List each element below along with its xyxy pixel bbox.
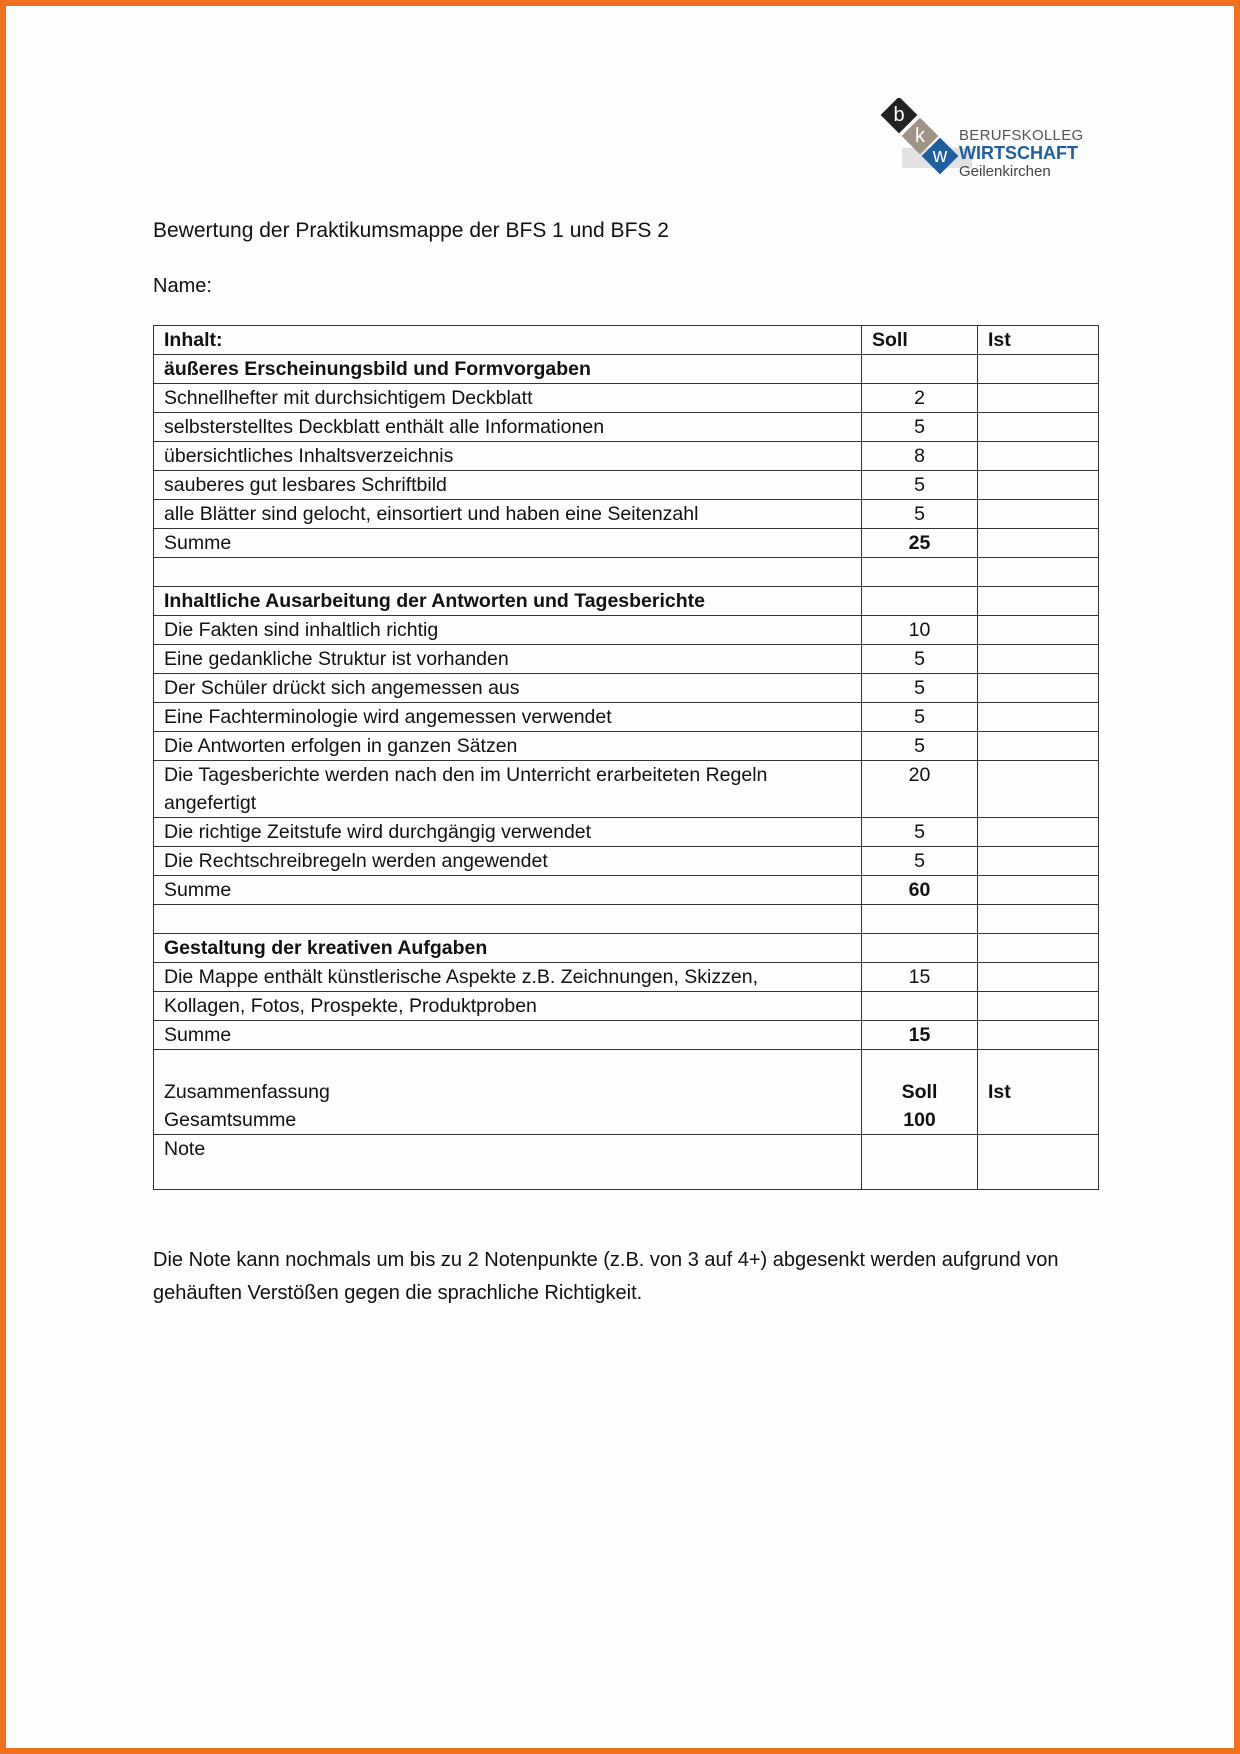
sum-label: Summe [154, 1021, 862, 1050]
header-ist: Ist [978, 326, 1099, 355]
note-row [154, 1135, 1099, 1190]
total-label: Gesamtsumme [164, 1109, 297, 1131]
sum-value: 15 [862, 1021, 978, 1050]
total-soll-value: 100 [903, 1109, 936, 1131]
table-row [154, 616, 1099, 645]
criterion: alle Blätter sind gelocht, einsortiert und haben eine Seitenzahl [154, 500, 862, 529]
criterion: Die richtige Zeitstufe wird durchgängig verwendet [154, 818, 862, 847]
soll-cell [862, 934, 978, 963]
soll-value: 5 [862, 645, 978, 674]
summary-row [154, 1050, 1099, 1135]
sum-row [154, 529, 1099, 558]
ist-cell[interactable] [978, 674, 1099, 703]
section-heading: Gestaltung der kreativen Aufgaben [154, 934, 862, 963]
sum-value: 25 [862, 529, 978, 558]
sum-row [154, 876, 1099, 905]
ist-cell[interactable] [978, 876, 1099, 905]
soll-cell [862, 587, 978, 616]
criterion: Die Fakten sind inhaltlich richtig [154, 616, 862, 645]
school-name-line3: Geilenkirchen [959, 163, 1051, 180]
criterion: sauberes gut lesbares Schriftbild [154, 471, 862, 500]
criterion: selbsterstelltes Deckblatt enthält alle Informationen [154, 413, 862, 442]
section-heading-row [154, 934, 1099, 963]
ist-cell[interactable] [978, 703, 1099, 732]
sum-value: 60 [862, 876, 978, 905]
soll-value: 10 [862, 616, 978, 645]
summary-ist-label: Ist [988, 1081, 1011, 1103]
ist-cell[interactable] [978, 616, 1099, 645]
summary-label: Zusammenfassung [164, 1081, 330, 1103]
section-heading: äußeres Erscheinungsbild und Formvorgaben [154, 355, 862, 384]
soll-value: 5 [862, 732, 978, 761]
sum-row [154, 1021, 1099, 1050]
table-row [154, 963, 1099, 992]
table-row [154, 413, 1099, 442]
summary-soll [862, 1050, 978, 1135]
ist-cell[interactable] [978, 384, 1099, 413]
soll-value: 5 [862, 847, 978, 876]
ist-cell[interactable] [978, 934, 1099, 963]
ist-cell[interactable] [978, 413, 1099, 442]
summary-ist[interactable] [978, 1050, 1099, 1135]
table-header-row [154, 326, 1099, 355]
section-heading-row [154, 587, 1099, 616]
name-label: Name: [153, 275, 212, 297]
table-row [154, 384, 1099, 413]
table-row [154, 732, 1099, 761]
criterion: Eine gedankliche Struktur ist vorhanden [154, 645, 862, 674]
header-item: Inhalt: [154, 326, 862, 355]
ist-cell[interactable] [978, 645, 1099, 674]
table-row [154, 703, 1099, 732]
ist-cell[interactable] [978, 587, 1099, 616]
table-row [154, 761, 1099, 818]
section-heading-row [154, 355, 1099, 384]
table-row [154, 674, 1099, 703]
soll-value: 20 [862, 761, 978, 818]
soll-value: 5 [862, 674, 978, 703]
criterion: Die Antworten erfolgen in ganzen Sätzen [154, 732, 862, 761]
soll-cell [862, 355, 978, 384]
spacer-row [154, 558, 1099, 587]
note-ist-cell[interactable] [978, 1135, 1099, 1190]
criterion: Eine Fachterminologie wird angemessen verwendet [154, 703, 862, 732]
criterion: Der Schüler drückt sich angemessen aus [154, 674, 862, 703]
table-row [154, 471, 1099, 500]
ist-cell[interactable] [978, 963, 1099, 992]
criterion: Die Mappe enthält künstlerische Aspekte z.B. Zeichnungen, Skizzen, [154, 963, 862, 992]
soll-value: 2 [862, 384, 978, 413]
ist-cell[interactable] [978, 992, 1099, 1021]
ist-cell[interactable] [978, 529, 1099, 558]
table-row [154, 500, 1099, 529]
ist-cell[interactable] [978, 500, 1099, 529]
ist-cell[interactable] [978, 761, 1099, 818]
criterion: Kollagen, Fotos, Prospekte, Produktproben [154, 992, 862, 1021]
school-name-line1: BERUFSKOLLEG [959, 127, 1084, 144]
soll-value [862, 992, 978, 1021]
header-soll: Soll [862, 326, 978, 355]
sum-label: Summe [154, 529, 862, 558]
table-row [154, 818, 1099, 847]
school-name-line2: WIRTSCHAFT [959, 143, 1078, 163]
table-row [154, 645, 1099, 674]
table-row [154, 992, 1099, 1021]
note-soll-cell [862, 1135, 978, 1190]
table-row [154, 442, 1099, 471]
footer-note: Die Note kann nochmals um bis zu 2 Notenpunkte (z.B. von 3 auf 4+) abgesenkt werden aufgrund von gehäuften Verstößen gegen die sprachliche Richtigkeit. [153, 1249, 1059, 1304]
ist-cell[interactable] [978, 471, 1099, 500]
criterion: übersichtliches Inhaltsverzeichnis [154, 442, 862, 471]
ist-cell[interactable] [978, 732, 1099, 761]
svg-text:b: b [893, 104, 905, 126]
ist-cell[interactable] [978, 442, 1099, 471]
soll-value: 5 [862, 500, 978, 529]
ist-cell[interactable] [978, 1021, 1099, 1050]
criterion: Die Rechtschreibregeln werden angewendet [154, 847, 862, 876]
document-title: Bewertung der Praktikumsmappe der BFS 1 und BFS 2 [153, 219, 669, 242]
ist-cell[interactable] [978, 847, 1099, 876]
soll-value: 5 [862, 471, 978, 500]
table-row [154, 847, 1099, 876]
school-name [959, 128, 1083, 179]
criterion: Die Tagesberichte werden nach den im Unterricht erarbeiteten Regeln angefertigt [154, 761, 862, 818]
evaluation-table [153, 325, 1099, 1190]
soll-value: 5 [862, 818, 978, 847]
summary-soll-label: Soll [901, 1081, 938, 1103]
soll-value: 5 [862, 703, 978, 732]
soll-value: 15 [862, 963, 978, 992]
summary-labels [154, 1050, 862, 1135]
ist-cell[interactable] [978, 355, 1099, 384]
sum-label: Summe [154, 876, 862, 905]
criterion: Schnellhefter mit durchsichtigem Deckblatt [154, 384, 862, 413]
svg-text:k: k [915, 125, 925, 147]
spacer-row [154, 905, 1099, 934]
soll-value: 8 [862, 442, 978, 471]
section-heading: Inhaltliche Ausarbeitung der Antworten und Tagesberichte [154, 587, 862, 616]
ist-cell[interactable] [978, 818, 1099, 847]
svg-text:w: w [932, 145, 948, 167]
note-label: Note [154, 1135, 862, 1190]
soll-value: 5 [862, 413, 978, 442]
